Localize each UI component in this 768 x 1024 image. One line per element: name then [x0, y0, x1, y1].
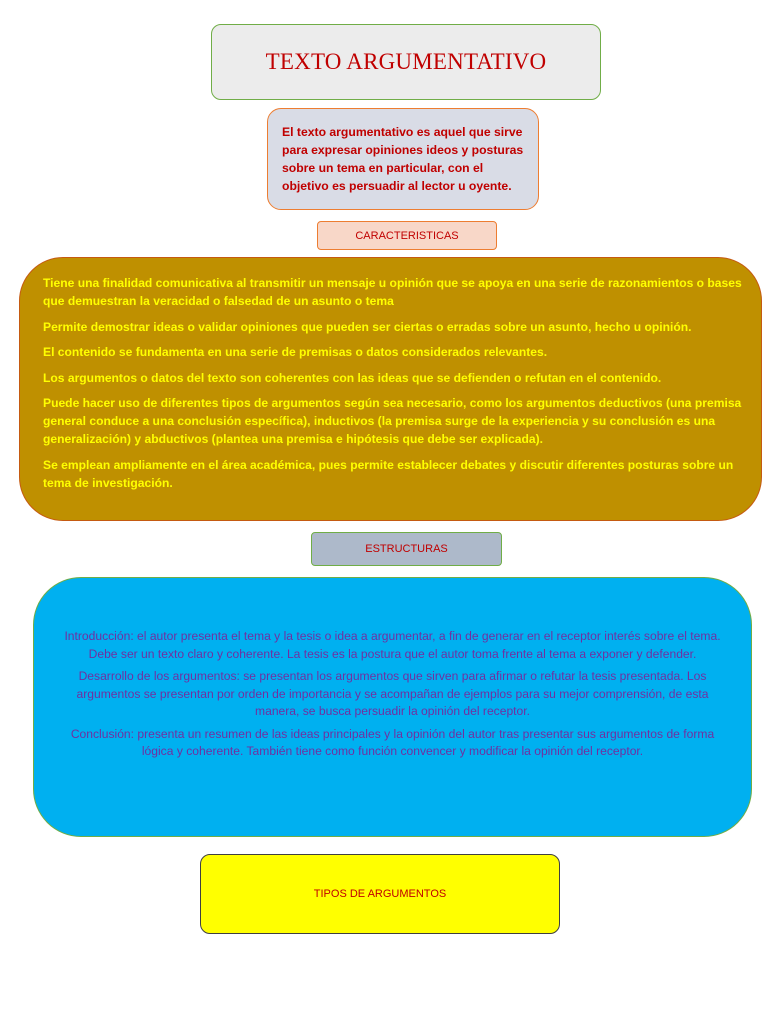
- caracteristica-item: Permite demostrar ideas o validar opiniones que pueden ser ciertas o erradas sobre un asunto, hecho u opinión.: [43, 319, 692, 334]
- caracteristica-item: Tiene una finalidad comunicativa al transmitir un mensaje u opinión que se apoya en una serie de razonamientos o bases que demuestran la veracidad o falsedad de un asunto o tema: [43, 276, 742, 308]
- caracteristicas-label-box: [317, 221, 497, 250]
- page-title: TEXTO ARGUMENTATIVO: [265, 49, 547, 74]
- tipos-label: TIPOS DE ARGUMENTOS: [313, 888, 447, 900]
- estructuras-label: ESTRUCTURAS: [365, 543, 448, 555]
- caracteristicas-box: [19, 257, 762, 521]
- definition-text: El texto argumentativo es aquel que sirve para expresar opiniones ideos y posturas sobre un tema en particular, con el objetivo es persuadir al lector u oyente.: [282, 125, 524, 193]
- caracteristica-item: Puede hacer uso de diferentes tipos de argumentos según sea necesario, como los argumentos deductivos (una premisa general conduce a una conclusión específica), inductivos (la premisa surge de la experiencia y su conclusión es una generalización) y abductivos (plantea una premisa e hipótesis que debe ser explicada).: [43, 396, 742, 446]
- estructura-item: Introducción: el autor presenta el tema y la tesis o idea a argumentar, a fin de generar en el receptor interés sobre el tema. Debe ser un texto claro y coherente. La tesis es la postura que el autor toma frente al tema a exponer y defender.: [64, 629, 721, 661]
- caracteristica-item: Se emplean ampliamente en el área académica, pues permite establecer debates y discutir diferentes posturas sobre un tema de investigación.: [43, 457, 734, 490]
- caracteristica-item: Los argumentos o datos del texto son coherentes con las ideas que se defienden o refutan en el contenido.: [43, 370, 662, 385]
- caracteristicas-label: CARACTERISTICAS: [355, 229, 459, 242]
- title-box: [211, 24, 601, 100]
- caracteristica-item: El contenido se fundamenta en una serie de premisas o datos considerados relevantes.: [43, 345, 548, 359]
- definition-box: [267, 108, 539, 210]
- estructuras-box: [33, 577, 752, 837]
- estructura-item: Conclusión: presenta un resumen de las ideas principales y la opinión del autor tras presentar sus argumentos de forma lógica y coherente. También tiene como función convencer y modificar la opinión del receptor.: [70, 726, 715, 758]
- tipos-box: [200, 854, 560, 934]
- estructura-item: Desarrollo de los argumentos: se presentan los argumentos que sirven para afirmar o refutar la tesis presentada. Los argumentos se presentan por orden de importancia y se acompañan de ejemplos para su mejor comprensión, de esta manera, se busca persuadir la opinión del receptor.: [76, 669, 709, 718]
- estructuras-label-box: [311, 532, 502, 566]
